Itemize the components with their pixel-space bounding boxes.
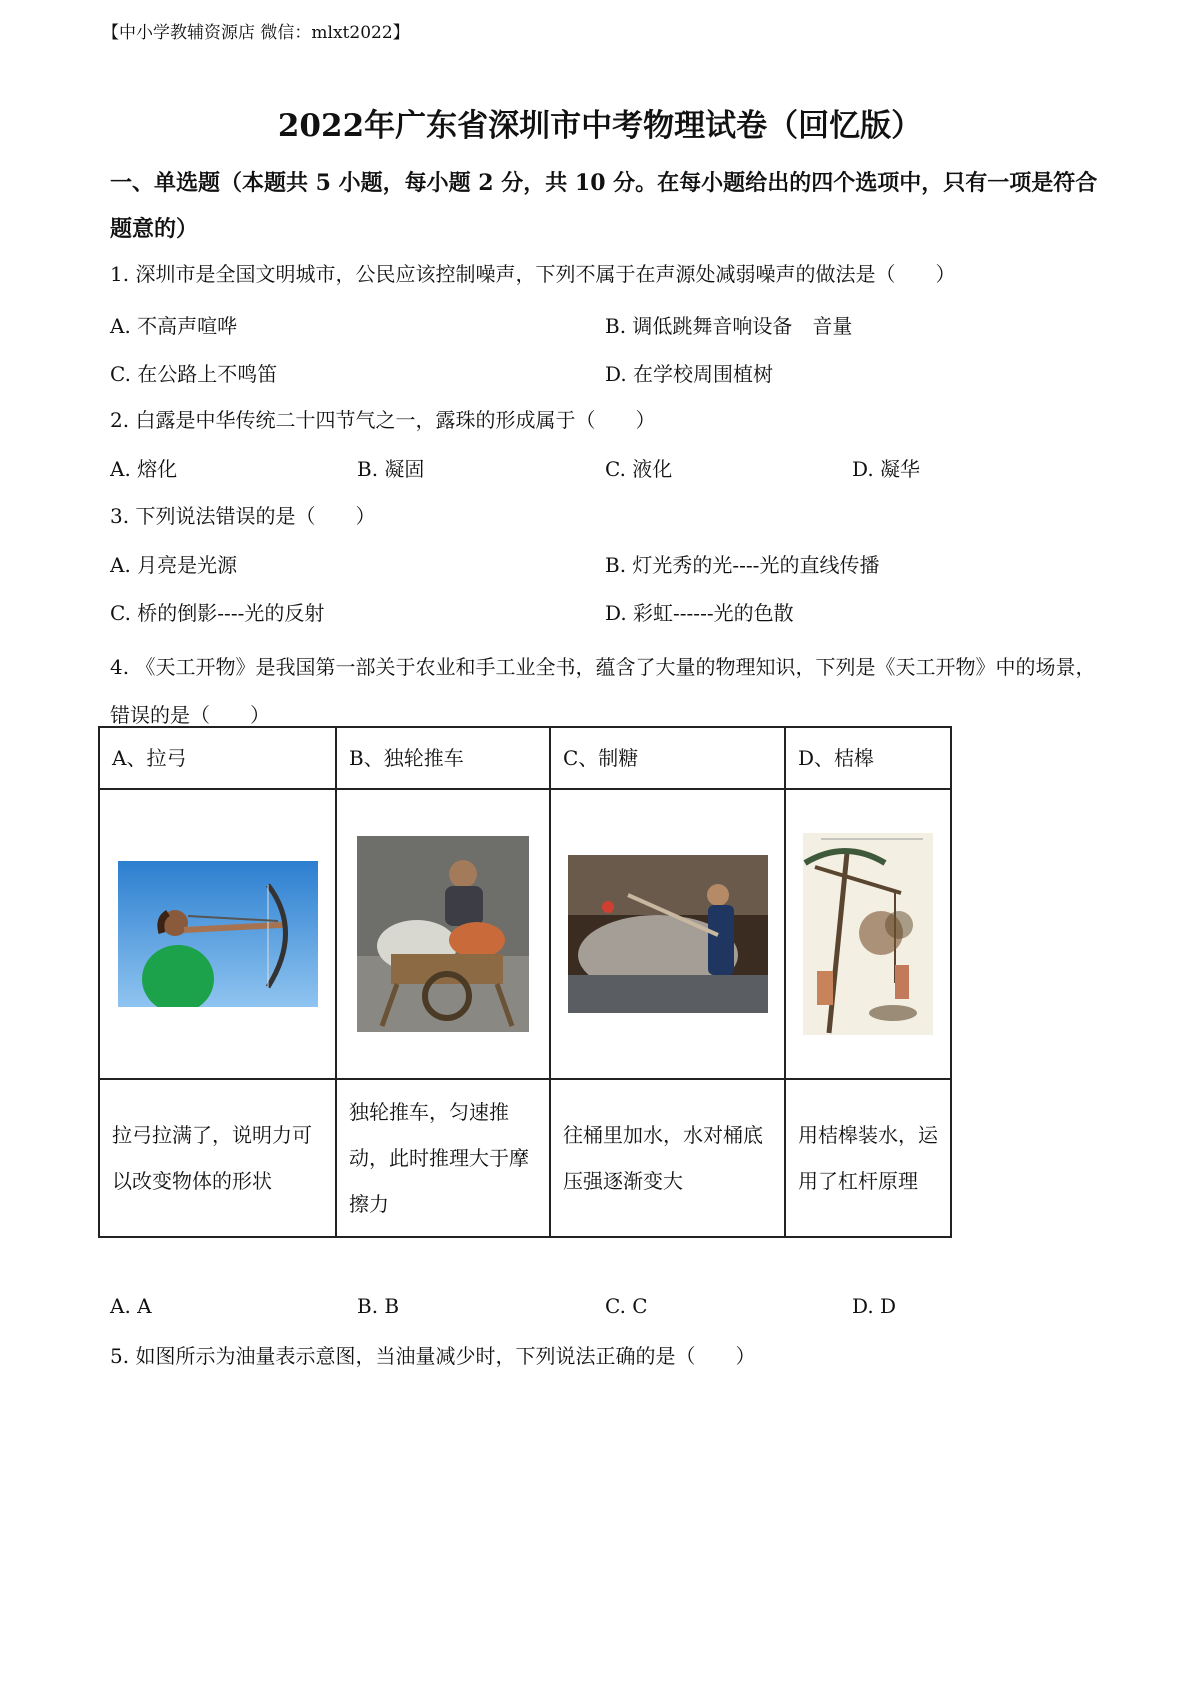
cart-image-cell	[336, 789, 550, 1079]
q4-option-c: C. C	[605, 1294, 648, 1318]
exam-title: 2022年广东省深圳市中考物理试卷（回忆版）	[277, 108, 923, 144]
section-heading: 一、单选题（本题共 5 小题，每小题 2 分，共 10 分。在每小题给出的四个选项中，只有一项是符合题意的）	[110, 170, 1098, 242]
archery-image-cell	[99, 789, 336, 1079]
table-desc-c: 往桶里加水，水对桶底压强逐渐变大	[550, 1079, 785, 1237]
question-4-stem: 4. 《天工开物》是我国第一部关于农业和手工业全书，蕴含了大量的物理知识，下列是《天工开物》中的场景，错误的是（ ）	[110, 655, 1096, 727]
question-1-stem: 1. 深圳市是全国文明城市，公民应该控制噪声，下列不属于在声源处减弱噪声的做法是（ ）	[110, 262, 956, 286]
q2-option-d: D. 凝华	[852, 457, 921, 481]
q2-option-c: C. 液化	[605, 457, 673, 481]
table-header-d: D、桔槔	[785, 727, 951, 789]
q4-option-d: D. D	[852, 1294, 897, 1318]
tiangong-table	[98, 726, 952, 1238]
q1-option-b: B. 调低跳舞音响设备 音量	[605, 314, 853, 338]
table-desc-d: 用桔槔装水，运用了杠杆原理	[785, 1079, 951, 1237]
q4-option-a: A. A	[110, 1294, 152, 1318]
question-2-stem: 2. 白露是中华传统二十四节气之一，露珠的形成属于（ ）	[110, 408, 656, 432]
q2-option-a: A. 熔化	[110, 457, 178, 481]
table-header-c: C、制糖	[550, 727, 785, 789]
q1-option-d: D. 在学校周围植树	[605, 362, 774, 386]
shadoof-image-cell	[785, 789, 951, 1079]
sugar-image-cell	[550, 789, 785, 1079]
wheelbarrow-photo	[357, 836, 529, 1032]
q4-option-b: B. B	[357, 1294, 400, 1318]
q3-option-b: B. 灯光秀的光----光的直线传播	[605, 553, 880, 577]
question-3-stem: 3. 下列说法错误的是（ ）	[110, 504, 376, 528]
table-header-b: B、独轮推车	[336, 727, 550, 789]
archery-photo	[118, 861, 318, 1007]
table-desc-b: 独轮推车，匀速推动，此时推理大于摩擦力	[336, 1079, 550, 1237]
table-header-a: A、拉弓	[99, 727, 336, 789]
q2-option-b: B. 凝固	[357, 457, 425, 481]
q3-option-c: C. 桥的倒影----光的反射	[110, 601, 325, 625]
table-desc-a: 拉弓拉满了，说明力可以改变物体的形状	[99, 1079, 336, 1237]
q1-option-a: A. 不高声喧哗	[110, 314, 238, 338]
page-header: 【中小学教辅资源店 微信：mlxt2022】	[102, 23, 410, 43]
shadoof-illustration	[803, 833, 933, 1035]
q1-option-c: C. 在公路上不鸣笛	[110, 362, 278, 386]
q3-option-a: A. 月亮是光源	[110, 553, 238, 577]
sugar-making-photo	[568, 855, 768, 1013]
question-5-stem: 5. 如图所示为油量表示意图，当油量减少时，下列说法正确的是（ ）	[110, 1344, 756, 1368]
q3-option-d: D. 彩虹------光的色散	[605, 601, 794, 625]
